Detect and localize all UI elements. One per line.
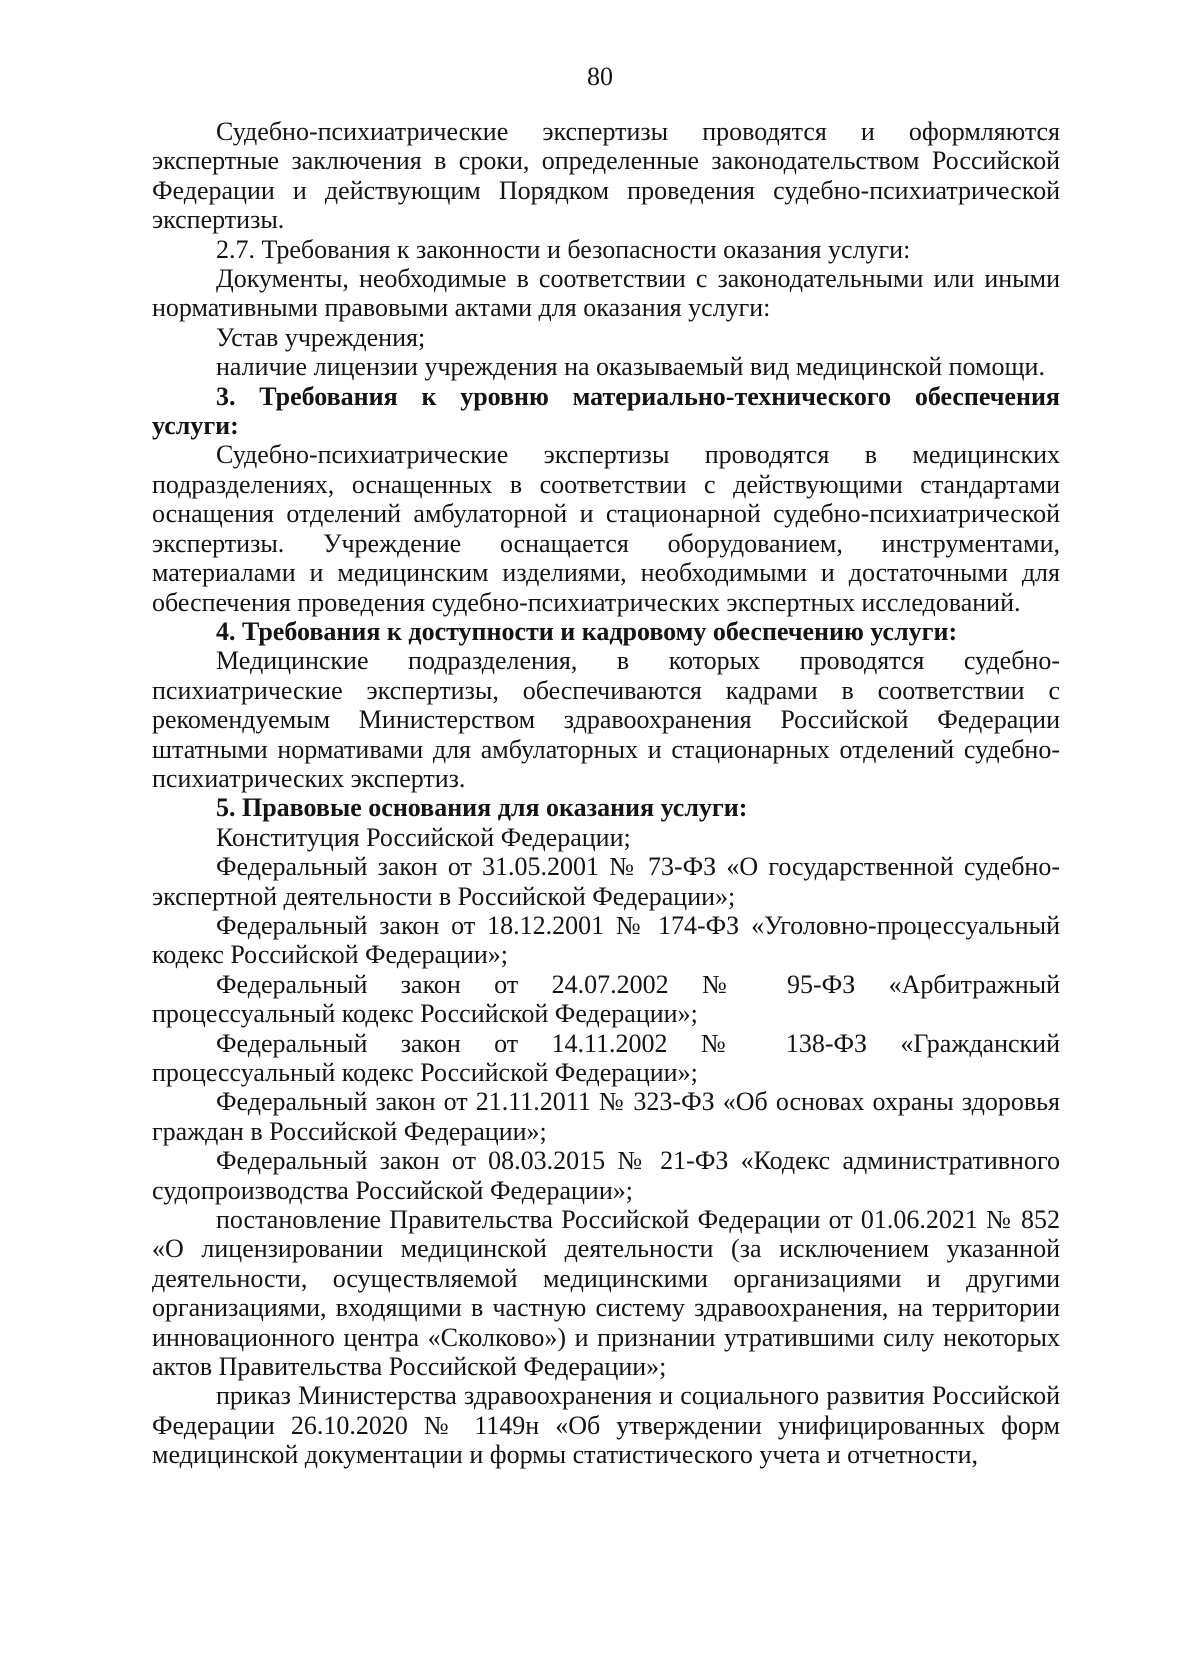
section-4-heading: 4. Требования к доступности и кадровому обеспечению услуги: — [216, 616, 958, 646]
paragraph-staffing: Медицинские подразделения, в которых проводятся судебно-психиатрические экспертизы, обеспечиваются кадрами в соответствии с рекомендуемым Министерством здравоохранения Российской Федерации штатными нормативами для амбулаторных и стационарных отделений судебно-психиатрических экспертиз. — [152, 646, 1060, 793]
section-5-heading: 5. Правовые основания для оказания услуги: — [216, 793, 748, 823]
list-item-charter: Устав учреждения; — [216, 322, 426, 352]
legal-basis-constitution: Конституция Российской Федерации; — [216, 822, 631, 852]
legal-basis-law-138: Федеральный закон от 14.11.2002 № 138-ФЗ «Гражданский процессуальный кодекс Российской Федерации»; — [152, 1028, 1060, 1087]
section-2-7-heading: 2.7. Требования к законности и безопасности оказания услуги: — [216, 234, 911, 264]
paragraph-equipment: Судебно-психиатрические экспертизы проводятся в медицинских подразделениях, оснащенных в соответствии с действующими стандартами оснащения отделений амбулаторной и стационарной судебно-психиатрической экспертизы. Учреждение оснащается оборудованием, инструментами, материалами и медицинским изделиями, необходимыми и достаточными для обеспечения проведения судебно-психиатрических экспертных исследований. — [152, 440, 1060, 617]
legal-basis-law-73: Федеральный закон от 31.05.2001 № 73-ФЗ «О государственной судебно-экспертной деятельности в Российской Федерации»; — [152, 852, 1060, 911]
section-3-heading: 3. Требования к уровню материально-технического обеспечения услуги: — [152, 381, 1060, 441]
list-item-license: наличие лицензии учреждения на оказываемый вид медицинской помощи. — [216, 352, 1045, 382]
paragraph-required-documents: Документы, необходимые в соответствии с законодательными или иными нормативными правовыми актами для оказания услуги: — [152, 264, 1060, 323]
legal-basis-law-95: Федеральный закон от 24.07.2002 № 95-ФЗ «Арбитражный процессуальный кодекс Российской Федерации»; — [152, 969, 1060, 1029]
paragraph-expertise-timing: Судебно-психиатрические экспертизы проводятся и оформляются экспертные заключения в сроки, определенные законодательством Российской Федерации и действующим Порядком проведения судебно-психиатрической экспертизы. — [152, 117, 1060, 235]
document-body — [152, 117, 1060, 1470]
legal-basis-resolution-852: постановление Правительства Российской Федерации от 01.06.2021 № 852 «О лицензировании медицинской деятельности (за исключением указанной деятельности, осуществляемой медицинскими организациями и другими организациями, входящими в частную систему здравоохранения, на территории инновационного центра «Сколково») и признании утратившими силу некоторых актов Правительства Российской Федерации»; — [152, 1205, 1060, 1382]
page-number: 80 — [587, 62, 613, 91]
legal-basis-law-323: Федеральный закон от 21.11.2011 № 323-ФЗ «Об основах охраны здоровья граждан в Российской Федерации»; — [152, 1087, 1060, 1146]
legal-basis-law-174: Федеральный закон от 18.12.2001 № 174-ФЗ «Уголовно-процессуальный кодекс Российской Федерации»; — [152, 910, 1060, 970]
legal-basis-order-1149n: приказ Министерства здравоохранения и социального развития Российской Федерации 26.10.2020 № 1149н «Об утверждении унифицированных форм медицинской документации и формы статистического учета и отчетности, — [152, 1381, 1060, 1470]
legal-basis-law-21: Федеральный закон от 08.03.2015 № 21-ФЗ «Кодекс административного судопроизводства Российской Федерации»; — [152, 1146, 1060, 1205]
